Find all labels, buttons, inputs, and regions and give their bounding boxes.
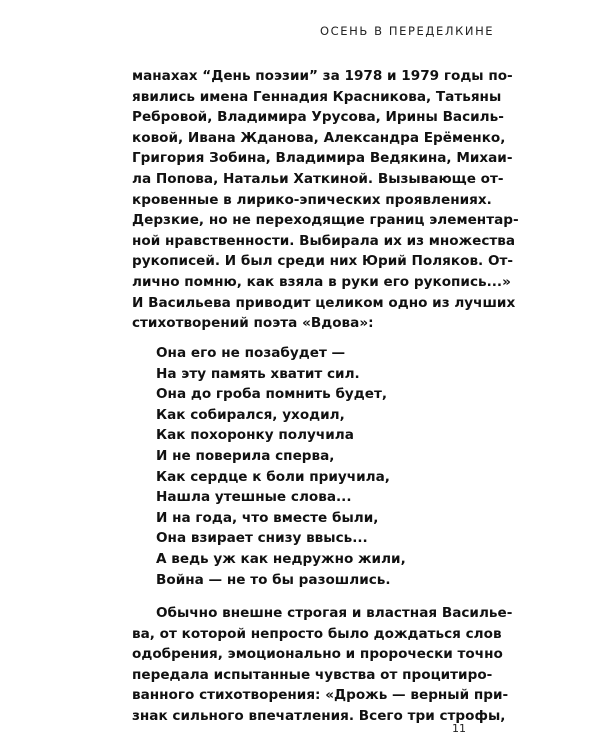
text-line: одобрения, эмоционально и пророчески точно [132,646,503,663]
poem-line: Война — не то бы разошлись. [156,571,391,588]
poem-line: Как собирался, уходил, [156,406,345,423]
poem-line: Она взирает снизу ввысь... [156,530,368,547]
poem-line: И на года, что вместе были, [156,509,379,526]
text-line: ва, от которой непросто было дождаться слов [132,625,502,642]
text-line: ной нравственности. Выбирала их из множества [132,232,516,249]
text-line: явились имена Геннадия Красникова, Татьяны [132,88,502,105]
text-line: передала испытанные чувства от процитиро- [132,666,493,683]
text-line: ванного стихотворения: «Дрожь — верный при- [132,687,509,704]
poem-line: Нашла утешные слова... [156,489,352,506]
poem-vdova [156,343,406,590]
page-number: 11 [452,722,466,735]
paragraph-2 [132,603,513,727]
text-line: ковой, Ивана Жданова, Александра Ерёменко, [132,129,506,146]
text-line: Дерзкие, но не переходящие границ элементар- [132,212,519,229]
poem-line: Она его не позабудет — [156,345,346,361]
text-line: знак сильного впечатления. Всего три строфы, [132,707,506,724]
text-line: ла Попова, Натальи Хаткиной. Вызывающе от- [132,170,504,187]
text-line: кровенные в лирико-эпических проявлениях. [132,191,492,208]
text-line: лично помню, как взяла в руки его рукопись...» [132,273,511,290]
poem-line: На эту память хватит сил. [156,365,360,382]
text-line: Обычно внешне строгая и властная Василье- [156,605,513,621]
text-line: рукописей. И был среди них Юрий Поляков. От- [132,253,514,270]
poem-line: Как похоронку получила [156,427,354,444]
text-line: манахах “День поэзии” за 1978 и 1979 годы по- [132,68,513,84]
text-line: Ребровой, Владимира Урусова, Ирины Василь- [132,109,504,126]
poem-line: Как сердце к боли приучила, [156,468,390,485]
poem-line: А ведь уж как недружно жили, [156,550,406,567]
text-line: стихотворений поэта «Вдова»: [132,315,374,332]
paragraph-1 [132,66,519,334]
poem-line: Она до гроба помнить будет, [156,386,388,403]
text-line: И Васильева приводит целиком одно из лучших [132,294,516,311]
text-line: Григория Зобина, Владимира Ведякина, Михаи- [132,150,513,167]
poem-line: И не поверила сперва, [156,447,335,464]
running-header: ОСЕНЬ В ПЕРЕДЕЛКИНЕ [320,24,495,38]
